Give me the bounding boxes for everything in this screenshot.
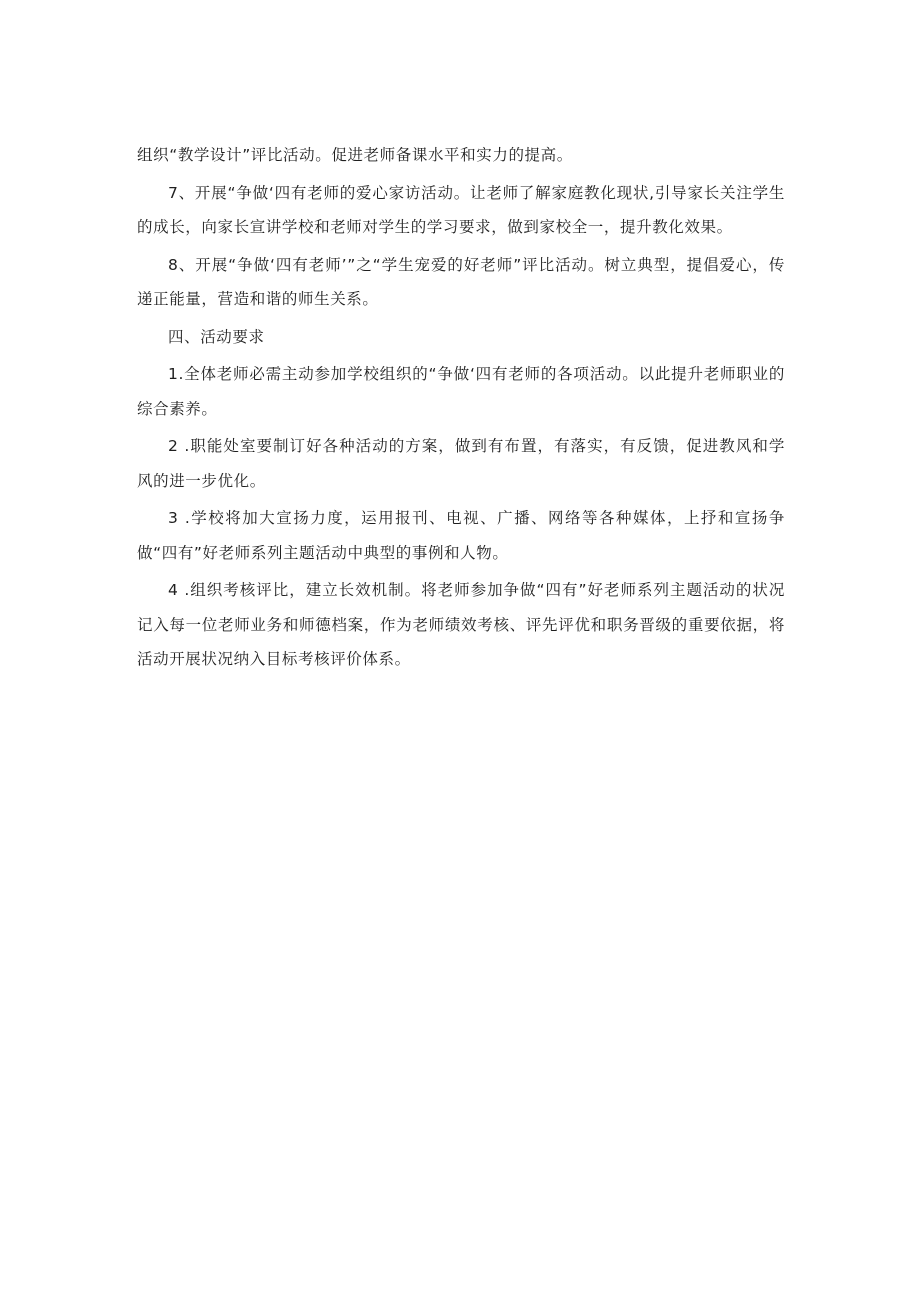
paragraph-item-7: 7、开展“争做‘四有老师的爱心家访活动。让老师了解家庭教化现状,引导家长关注学生的成长，向家长宣讲学校和老师对学生的学习要求，做到家校全一，提升教化效果。 [137,183,785,236]
section-heading-requirements: 四、活动要求 [168,327,265,346]
requirement-item-1: 1.全体老师必需主动参加学校组织的“争做‘四有老师的各项活动。以此提升老师职业的综合素养。 [137,365,785,418]
paragraph-continuation: 组织“教学设计”评比活动。促进老师备课水平和实力的提高。 [137,146,573,164]
paragraph-item-8: 8、开展“争做‘四有老师’”之“学生宠爱的好老师”评比活动。树立典型，提倡爱心，传递正能量，营造和谐的师生关系。 [137,255,785,308]
requirement-item-4: 4 .组织考核评比，建立长效机制。将老师参加争做“四有”好老师系列主题活动的状况记入每一位老师业务和师德档案，作为老师绩效考核、评先评优和职务晋级的重要依据，将活动开展状况纳入目标考核评价体系。 [137,581,785,668]
requirement-item-3: 3 .学校将加大宣扬力度，运用报刊、电视、广播、网络等各种媒体，上抒和宣扬争做“四有”好老师系列主题活动中典型的事例和人物。 [137,509,785,562]
requirement-item-2: 2 .职能处室要制订好各种活动的方案，做到有布置，有落实，有反馈，促进教风和学风的进一步优化。 [137,437,785,490]
document-body [137,138,785,680]
